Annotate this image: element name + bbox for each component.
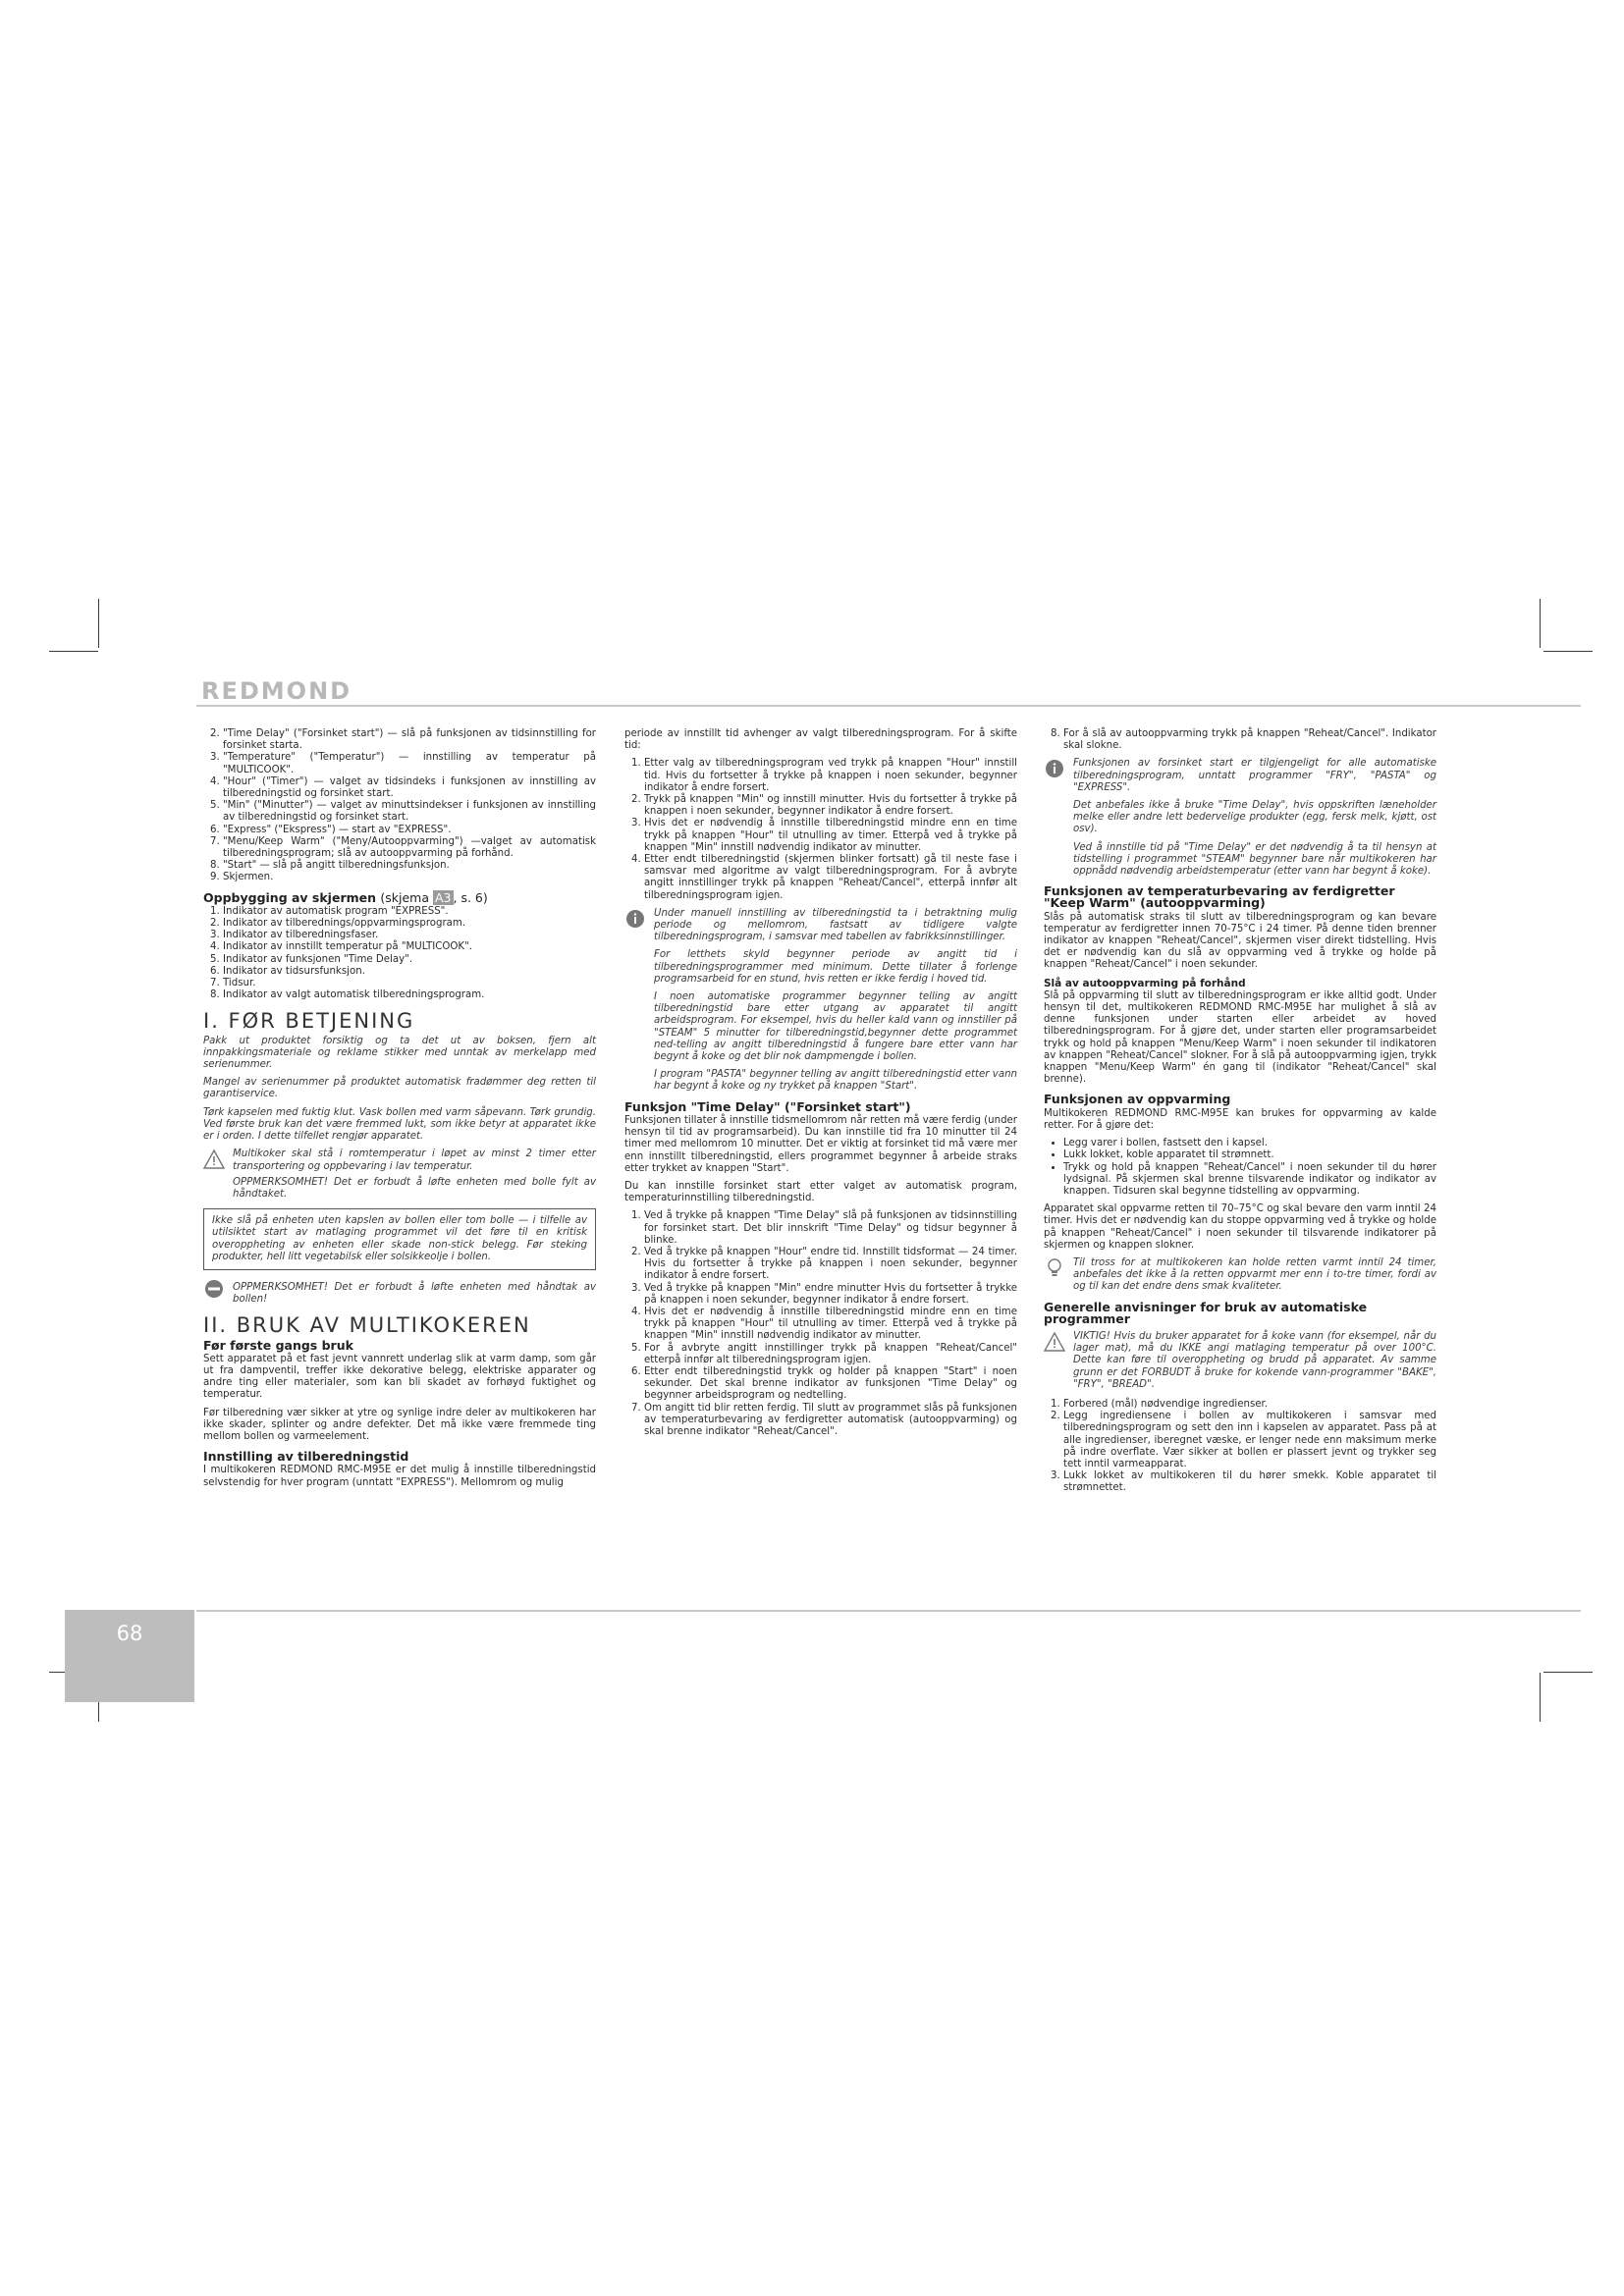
keep-warm-subheading: Slå av autooppvarming på forhånd [1044, 977, 1246, 989]
screen-ref-post: , s. 6) [453, 889, 488, 905]
list-item: 2. Legg ingrediensene i bollen av multikokeren i samsvar med tilberedningsprogram og sett den inn i kapselen av apparatet. Pass på at alle ingredienser, iberegnet væske, er lenger nede enn maksimum merke på indre overflate. Vær sikker at bollen er plassert jevnt og trykker seg tett inntil varmeapparat. [1063, 1411, 1436, 1470]
list-item: 7. Tidsur. [223, 978, 596, 989]
general-heading: Generelle anvisninger for bruk av automatiske programmer [1044, 1299, 1368, 1326]
section-title: II. BRUK AV MULTIKOKEREN [203, 1313, 531, 1338]
list-item: 5. For å avbryte angitt innstillinger trykk på knappen "Reheat/Cancel" etterpå innfør alt tilberedningsprogram igjen. [644, 1343, 1017, 1366]
screen-list [203, 906, 596, 1002]
lightbulb-icon [1044, 1257, 1065, 1279]
heating-list [1044, 1138, 1436, 1198]
boxed-warning [203, 1208, 596, 1270]
paragraph: Multikokeren REDMOND RMC-M95E kan brukes for oppvarming av kalde retter. For å gjøre det: [1044, 1107, 1436, 1131]
page-number: 68 [116, 1622, 143, 1645]
tip-note [1044, 1257, 1436, 1294]
list-item: 6. "Express" ("Ekspress") — start av "EXPRESS". [223, 825, 596, 836]
warning-icon [203, 1148, 225, 1170]
info-icon [624, 908, 646, 930]
list-item: 5. Indikator av funksjonen "Time Delay". [223, 954, 596, 966]
paragraph: periode av innstillt tid avhenger av valgt tilberedningsprogram. For å skifte tid: [624, 728, 1017, 752]
paragraph: Tørk kapselen med fuktig klut. Vask bollen med varm såpevann. Tørk grundig. Ved første bruk kan det være fremmed lukt, som ikke betyr at apparatet ikke er i orden. I dette tilfellet rengjør apparatet. [203, 1106, 596, 1143]
stop-text: OPPMERKSOMHET! Det er forbudt å løfte enheten med håndtak av bollen! [233, 1281, 596, 1306]
warning-note [1044, 1331, 1436, 1391]
paragraph: Slås på automatisk straks til slutt av tilberedningsprogram og kan bevare temperatur av ferdigretter innen 70-75°C i 24 timer. På denne tiden brenner indikator av knappen "Reheat/Cancel", skjermen viser direkt tidstelling. Hvis det er nødvendig kan du slå av oppvarming ved å trykke og holde på knappen "Reheat/Cancel" i noen sekunder. [1044, 911, 1436, 971]
paragraph: Funksjonen tillater å innstille tidsmellomrom når retten må være ferdig (under hensyn til tid av programsarbeid). Du kan innstille tid fra 10 minutter til 24 timer med mellomrom 10 minutter. Det er viktig at forsinket tid må være mer enn innstillt tilberedningstid, ellers programmet begynner å arbeide straks etter trykket av knappen "Start". [624, 1114, 1017, 1174]
list-item: 8. "Start" — slå på angitt tilberedningsfunksjon. [223, 860, 596, 872]
list-item: 4. Hvis det er nødvendig å innstille tilberedningstid mindre enn en time trykk på knappen "Hour" til utnulling av timer. Etterpå ved å trykke på knappen "Min" innstill nødvendig indikator av minutter. [644, 1307, 1017, 1343]
list-item: 3. Lukk lokket av multikokeren til du hører smekk. Koble apparatet til strømnettet. [1063, 1470, 1436, 1494]
list-item: 1. Etter valg av tilberedningsprogram ved trykk på knappen "Hour" innstill tid. Hvis du fortsetter å trykke på knappen i noen sekunder, begynner indikator å endre forsert. [644, 758, 1017, 794]
list-item: 3. Hvis det er nødvendig å innstille tilberedningstid mindre enn en time trykk på knappen "Hour" til utnulling av timer. Etterpå ved å trykke på knappen "Min" innstill nødvendig indikator av minutter. [644, 818, 1017, 854]
screen-heading-text: Oppbygging av skjermen [203, 889, 377, 905]
paragraph: Sett apparatet på et fast jevnt vannrett underlag slik at varm damp, som går ut fra dampventil, treffer ikke dekorative belegg, elektriske apparater og andre ting eller materialer, som kan bli skadet av forhøyd fuktighet og temperatur. [203, 1353, 596, 1401]
crop-mark [98, 599, 99, 648]
info-text: I noen automatiske programmer begynner telling av angitt tilberedningstid bare etter utgang av apparatet til angitt arbeidsprogram. For eksempel, hvis du heller kald vann og innstiller på "STEAM" 5 minutter for tilberedningstid,begynner dette programmet ned-telling av angitt tilberedningstid å fungere bare etter vann har begynt å koke og det blir nok dampmengde i bollen. [654, 991, 1017, 1063]
screen-ref-highlight: A3 [434, 889, 452, 905]
list-item: 3. Indikator av tilberedningsfaser. [223, 930, 596, 941]
paragraph: Før tilberedning vær sikker at ytre og synlige indre deler av multikokeren har ikke skader, splinter og andre defekter. Det må ikke være fremmede ting mellom bollen og varmeelement. [203, 1407, 596, 1442]
list-item: 3. Ved å trykke på knappen "Min" endre minutter Hvis du fortsetter å trykke på knappen i noen sekunder, begynner indikator å endre forsert. [644, 1283, 1017, 1307]
list-item: 2. Indikator av tilberednings/oppvarmingsprogram. [223, 918, 596, 930]
column-2 [624, 728, 1017, 1444]
screen-heading [203, 889, 596, 905]
list-item: 7. "Menu/Keep Warm" ("Meny/Autooppvarming") —valget av automatisk tilberedningsprogram; slå av autooppvarming på forhånd. [223, 836, 596, 860]
section-title: I. FØR BETJENING [203, 1009, 415, 1034]
list-item: 2. Trykk på knappen "Min" og innstill minutter. Hvis du fortsetter å trykke på knappen i noen sekunder, begynner indikator å endre forsert. [644, 794, 1017, 818]
info-note [1044, 758, 1436, 878]
column-3 [1044, 728, 1436, 1501]
list-item: 9. Skjermen. [223, 872, 596, 883]
paragraph: Pakk ut produktet forsiktig og ta det ut av boksen, fjern alt innpakkingsmateriale og reklame stikker med unntak av merkelapp med serienummer. [203, 1035, 596, 1071]
crop-mark [1540, 599, 1541, 648]
info-text: Det anbefales ikke å bruke "Time Delay", hvis oppskriften læneholder melke eller andre lett bedervelige produkter (egg, fersk melk, kjøtt, ost osv). [1073, 800, 1436, 835]
list-item: 4. Etter endt tilberedningstid (skjermen blinker fortsatt) gå til neste fase i samsvar med algoritme av valgt tilberedningsprogram. For å avbryte angitt innstillinger trykk på knappen "Reheat/Cancel", etterpå innfør alt tilberedningsprogram igjen. [644, 854, 1017, 902]
paragraph: Du kan innstille forsinket start etter valget av automatisk program, temperaturinnstilling tilberedningstid. [624, 1180, 1017, 1204]
info-text: Funksjonen av forsinket start er tilgjengeligt for alle automatiske tilberedningsprogram, unntatt programmer "FRY", "PASTA" og "EXPRESS". [1073, 758, 1436, 793]
delay-steps-continued [1044, 728, 1436, 752]
info-note [624, 908, 1017, 1094]
list-item: 3. "Temperature" ("Temperatur") — innstilling av temperatur på "MULTICOOK". [223, 752, 596, 775]
list-item: 2. Ved å trykke på knappen "Hour" endre tid. Innstillt tidsformat — 24 timer. Hvis du fortsetter å trykke på knappen i noen sekunder, begynner indikator å endre forsert. [644, 1247, 1017, 1283]
footer-rule [196, 1610, 1581, 1612]
list-item: • Trykk og hold på knappen "Reheat/Cancel" i noen sekunder til du hører lydsignal. På skjermen skal brenne tilsvarende indikator og indikator av knappen. Tidsuren skal begynne tidstelling av oppvarming. [1063, 1162, 1436, 1199]
crop-mark [1543, 651, 1593, 652]
info-text: I program "PASTA" begynner telling av angitt tilberedningstid etter vann har begynt å koke og ny trykket på knappen "Start". [654, 1069, 1017, 1093]
warning-note [203, 1148, 596, 1201]
info-text: Ved å innstille tid på "Time Delay" er det nødvendig å ta til hensyn at tidstelling i programmet "STEAM" begynner bare når multikokeren har oppnådd nødvendig arbeidstemperatur (etter vann har begynt å koke). [1073, 841, 1436, 878]
list-item: • Lukk lokket, koble apparatet til strømnett. [1063, 1149, 1436, 1161]
brand-logo: REDMOND [201, 677, 352, 705]
list-item: 8. For å slå av autooppvarming trykk på knappen "Reheat/Cancel". Indikator skal slokne. [1063, 728, 1436, 752]
boxed-warning-text: Ikke slå på enheten uten kapslen av bollen eller tom bolle — i tilfelle av utilsiktet start av matlaging programmet vil det føre til en kritisk overoppheting av enheten eller skade non-stick belegg. Før steking produkter, hell litt vegetabilsk eller solsikkeolje i bollen. [212, 1215, 587, 1262]
header-rule [196, 705, 1581, 707]
warning-text: OPPMERKSOMHET! Det er forbudt å løfte enheten med bolle fylt av håndtaket. [233, 1176, 596, 1200]
screen-ref-pre: (skjema [380, 889, 433, 905]
stop-icon [203, 1278, 225, 1300]
list-item: 2. "Time Delay" ("Forsinket start") — slå på funksjonen av tidsinnstilling for forsinket starta. [223, 728, 596, 752]
list-item: 5. "Min" ("Minutter") — valget av minuttsindekser i funksjonen av innstilling av tilberedningstid og forsinket start. [223, 800, 596, 824]
crop-mark [49, 651, 98, 652]
list-item: 8. Indikator av valgt automatisk tilberedningsprogram. [223, 989, 596, 1001]
list-item: 6. Etter endt tilberedningstid trykk og holder på knappen "Start" i noen sekunder. Det skal brenne indikator av funksjonen "Time Delay" og begynner arbeidsprogram og nedtelling. [644, 1366, 1017, 1403]
first-use-heading: Før første gangs bruk [203, 1337, 353, 1353]
list-item: 1. Ved å trykke på knappen "Time Delay" slå på funksjonen av tidsinnstilling for forsinket start. Det blir innskrift "Time Delay" og tidsur begynner å blinke. [644, 1210, 1017, 1247]
delay-heading: Funksjon "Time Delay" ("Forsinket start") [624, 1098, 911, 1114]
time-heading: Innstilling av tilberedningstid [203, 1449, 409, 1465]
button-list [203, 728, 596, 884]
crop-mark [1540, 1673, 1541, 1722]
heating-heading: Funksjonen av oppvarming [1044, 1092, 1231, 1107]
warning-text: Multikoker skal stå i romtemperatur i løpet av minst 2 timer etter transportering og oppbevaring i lav temperatur. [233, 1148, 596, 1172]
delay-steps [624, 1210, 1017, 1438]
paragraph: Slå på oppvarming til slutt av tilberedningsprogram er ikke alltid godt. Under hensyn til det, multikokeren REDMOND RMC-M95E har mulighet å slå av denne funksjonen under starten eller arbeidet av hoved tilberedningsprogram. For å gjøre det, under starten eller programsarbeidet trykk og hold på knappen "Menu/Keep Warm" i noen sekunder til indikatoren av knappen "Reheat/Cancel" slokner. For å slå på autooppvarming igjen, trykk knappen "Menu/Keep Warm" én gang til (indikator "Reheat/Cancel" skal brenne). [1044, 989, 1436, 1086]
list-item: 4. Indikator av innstillt temperatur på "MULTICOOK". [223, 941, 596, 953]
stop-note [203, 1278, 596, 1306]
list-item: 1. Forbered (mål) nødvendige ingredienser. [1063, 1399, 1436, 1411]
list-item: 7. Om angitt tid blir retten ferdig. Til slutt av programmet slås på funksjonen av temperaturbevaring av ferdigretter automatisk (autooppvarming) og skal brenne indikator "Reheat/Cancel". [644, 1403, 1017, 1439]
list-item: 6. Indikator av tidsursfunksjon. [223, 966, 596, 978]
column-1 [203, 728, 596, 1495]
warning-text: VIKTIG! Hvis du bruker apparatet for å koke vann (for eksempel, når du lager mat), må du IKKE angi matlaging temperatur på over 100°C. Dette kan føre til overoppheting og brudd på apparatet. Av samme grunn er det FORBUDT å bruke for kokende vann-programmer "BAKE", "FRY", "BREAD". [1073, 1330, 1436, 1390]
warning-icon [1044, 1331, 1065, 1353]
list-item: 4. "Hour" ("Timer") — valget av tidsindeks i funksjonen av innstilling av tilberedningstid og forsinket start. [223, 776, 596, 800]
tip-text: Til tross for at multikokeren kan holde retten varmt inntil 24 timer, anbefales det ikke å la retten oppvarmt mer enn i to-tre timer, fordi av og til kan det endre dens smak kvaliteter. [1073, 1256, 1436, 1293]
paragraph: I multikokeren REDMOND RMC-M95E er det mulig å innstille tilberedningstid selvstendig for hver program (unntatt "EXPRESS"). Mellomrom og mulig [203, 1465, 596, 1488]
info-icon [1044, 758, 1065, 779]
list-item: • Legg varer i bollen, fastsett den i kapsel. [1063, 1138, 1436, 1149]
keep-warm-heading: Funksjonen av temperaturbevaring av ferdigretter "Keep Warm" (autooppvarming) [1044, 883, 1395, 911]
paragraph: Apparatet skal oppvarme retten til 70–75°C og skal bevare den varm inntil 24 timer. Hvis det er nødvendig kan du stoppe oppvarming ved å trykke og holde på knappen "Reheat/Cancel" i noen sekunder til tilsvarende indikatorer på skjermen og knappen slokner. [1044, 1203, 1436, 1251]
info-text: Under manuell innstilling av tilberedningstid ta i betraktning mulig periode og mellomrom, fastsatt av tidligere valgte tilberedningsprogram, i samsvar med tabellen av fabrikksinnstillinger. [654, 907, 1017, 943]
list-item: 1. Indikator av automatisk program "EXPRESS". [223, 906, 596, 918]
time-steps [624, 758, 1017, 901]
general-list [1044, 1399, 1436, 1495]
info-text: For letthets skyld begynner periode av angitt tid i tilberedningsprogrammer med minimum. Dette tillater å forlenge programsarbeid for en stund, hvis retten er ikke ferdig i hoved tid. [654, 949, 1017, 985]
crop-mark [1543, 1672, 1593, 1673]
paragraph: Mangel av serienummer på produktet automatisk fradømmer deg retten til garantiservice. [203, 1077, 596, 1100]
